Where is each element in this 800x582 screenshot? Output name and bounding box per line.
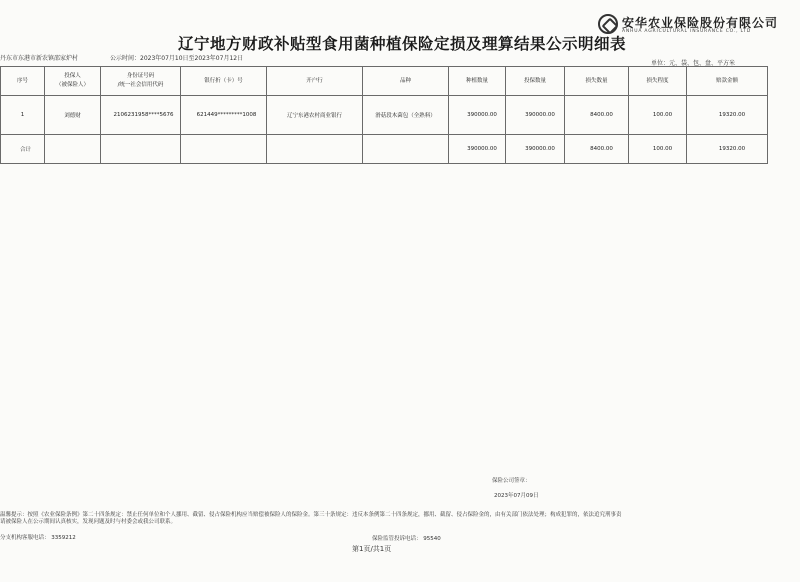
company-logo-icon [598, 14, 618, 34]
table-total-row [1, 135, 768, 164]
table-cell: 19320.00 [687, 135, 768, 164]
header-cell: 投保数量 [506, 67, 565, 96]
header-cell: 银行折（卡）号 [181, 67, 267, 96]
table-cell: 390000.00 [449, 135, 506, 164]
table-cell: 滑菇段木菌包（全熟料） [363, 96, 449, 135]
header-cell: 身份证号码 /统一社会信用代码 [101, 67, 181, 96]
document-title: 辽宁地方财政补贴型食用菌种植保险定损及理算结果公示明细表 [178, 35, 627, 53]
header-cell: 损失数量 [565, 67, 629, 96]
company-name-en: ANHUA AGRICULTURAL INSURANCE CO., LTD [622, 29, 752, 34]
header-cell: 品种 [363, 67, 449, 96]
table-cell [181, 135, 267, 164]
table-cell: 刘德财 [45, 96, 101, 135]
table-cell [267, 135, 363, 164]
table-cell: 2106231958****5676 [101, 96, 181, 135]
header-cell: 序号 [1, 67, 45, 96]
company-name-cn: 安华农业保险股份有限公司 [622, 16, 779, 30]
table-cell: 390000.00 [449, 96, 506, 135]
header-cell: 开户行 [267, 67, 363, 96]
notice-line-2: 请被保险人在公示期间认真核实，发现问题及时与村委会或我公司联系。 [0, 519, 177, 525]
page-number: 第1页/共1页 [352, 545, 392, 553]
header-cell: 投保人 （被保险人） [45, 67, 101, 96]
location-label: 丹东市东港市新农镇邵家炉村 [0, 55, 79, 62]
table-row [1, 96, 768, 135]
publicity-time: 公示时间：2023年07月10日至2023年07月12日 [110, 55, 244, 62]
table-cell: 100.00 [629, 96, 687, 135]
unit-label: 单位：元、袋、包、盘、平方米 [651, 60, 736, 67]
regulator-phone: 保险监管投诉电话： 95540 [372, 536, 441, 542]
table-cell: 100.00 [629, 135, 687, 164]
signature-label: 保险公司签章： [492, 478, 531, 484]
table-cell: 19320.00 [687, 96, 768, 135]
table-cell: 390000.00 [506, 96, 565, 135]
table-cell: 390000.00 [506, 135, 565, 164]
table-cell: 8400.00 [565, 96, 629, 135]
table-cell: 辽宁东港农村商业银行 [267, 96, 363, 135]
table-cell: 1 [1, 96, 45, 135]
agency-phone: 分支机构客服电话： 3359212 [0, 535, 76, 541]
table-cell: 合计 [1, 135, 45, 164]
table-cell: 8400.00 [565, 135, 629, 164]
claims-table [0, 66, 768, 164]
header-cell: 损失程度 [629, 67, 687, 96]
header-cell: 赔款金额 [687, 67, 768, 96]
table-cell [101, 135, 181, 164]
table-cell [363, 135, 449, 164]
table-header-row [1, 67, 768, 96]
signature-date: 2023年07月09日 [494, 493, 539, 499]
table-cell: 621449*********1008 [181, 96, 267, 135]
header-cell: 种植数量 [449, 67, 506, 96]
notice-line-1: 温馨提示：按照《农业保险条例》第二十四条规定：禁止任何单位和个人挪用、截留、侵占保险机构应当赔偿被保险人的保险金。第三十条规定：违反本条例第二十四条规定，挪用、截留、侵占保险金的，由有关部门依法处理；构成犯罪的，依法追究刑事责 [0, 512, 622, 518]
table-cell [45, 135, 101, 164]
